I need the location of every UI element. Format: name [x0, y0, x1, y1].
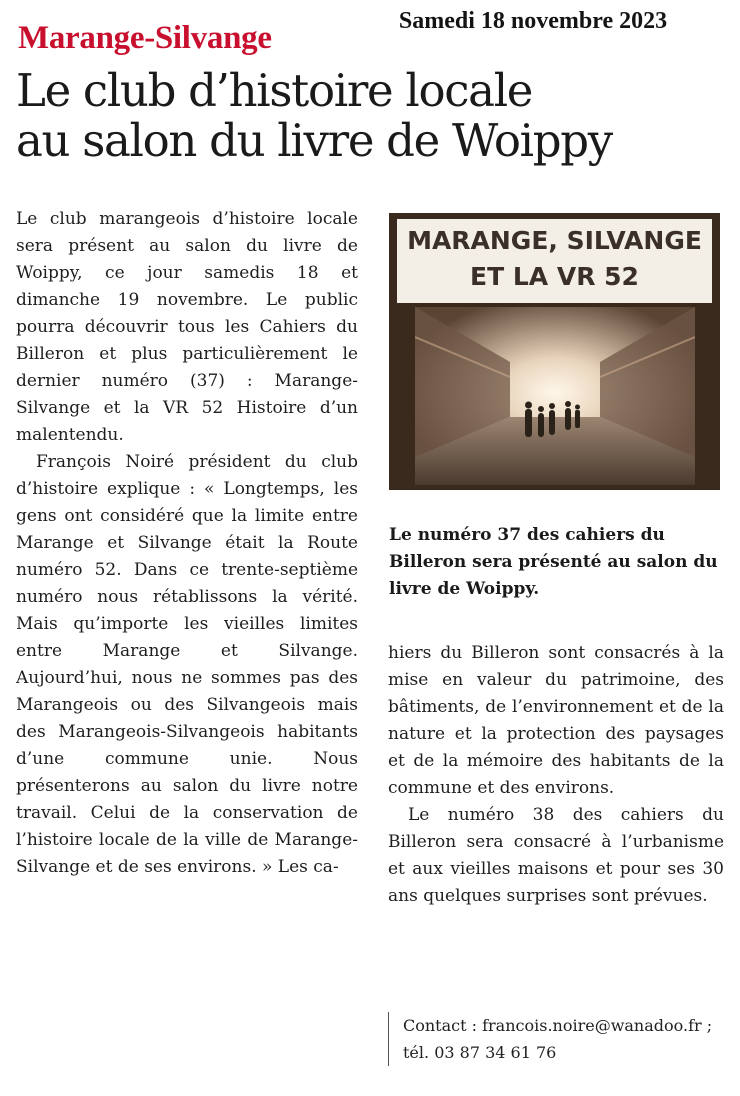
- article-paragraph-3: Le numéro 38 des cahiers du Billeron sera consacré à l’urbanisme et aux vieilles maisons et pour ses 30 ans quelques surprises sont prévues.: [388, 805, 724, 906]
- section-heading: Marange-Silvange: [18, 20, 272, 56]
- cover-title-line-1: MARANGE, SILVANGE: [407, 226, 702, 255]
- headline-line-1: Le club d’histoire locale: [16, 64, 533, 117]
- publication-date: Samedi 18 novembre 2023: [344, 0, 722, 42]
- headline-line-2: au salon du livre de Woippy: [16, 114, 612, 167]
- article-paragraph-2-continued: hiers du Billeron sont consacrés à la mise en valeur du patrimoine, des bâtiments, de l’environnement et de la nature et la protection des paysages et de la mémoire des habitants de la commune et des environs.: [388, 643, 724, 798]
- article-paragraph-2: François Noiré président du club d’histoire explique : « Longtemps, les gens ont considéré que la limite entre Marange et Silvange était la Route numéro 52. Dans ce trente-septième numéro nous rétablissons la vérité. Mais qu’importe les vieilles limites entre Marange et Silvange. Aujourd’hui, nous ne sommes pas des Marangeois ou des Silvangeois mais des Marangeois-Silvangeois habitants d’une commune unie. Nous présenterons au salon du livre notre travail. Celui de la conservation de l’histoire locale de la ville de Marange-Silvange et de ses environs. » Les ca-: [16, 452, 358, 877]
- article-column-right: [388, 640, 724, 910]
- article-paragraph-1: Le club marangeois d’histoire locale sera présent au salon du livre de Woippy, ce jour samedis 18 et dimanche 19 novembre. Le public pourra découvrir tous les Cahiers du Billeron et plus particulièrement le dernier numéro (37) : Marange-Silvange et la VR 52 Histoire d’un malentendu.: [16, 209, 358, 445]
- article-photo: [389, 213, 720, 490]
- article-column-left: [16, 206, 358, 881]
- booklet-cover-title: [397, 219, 712, 303]
- tunnel-image: [415, 307, 695, 485]
- cover-title-line-2: ET LA VR 52: [470, 262, 639, 291]
- article-headline: [16, 66, 726, 166]
- contact-info: Contact : francois.noire@wanadoo.fr ; tél. 03 87 34 61 76: [388, 1012, 739, 1066]
- photo-caption: Le numéro 37 des cahiers du Billeron sera présenté au salon du livre de Woippy.: [389, 525, 718, 599]
